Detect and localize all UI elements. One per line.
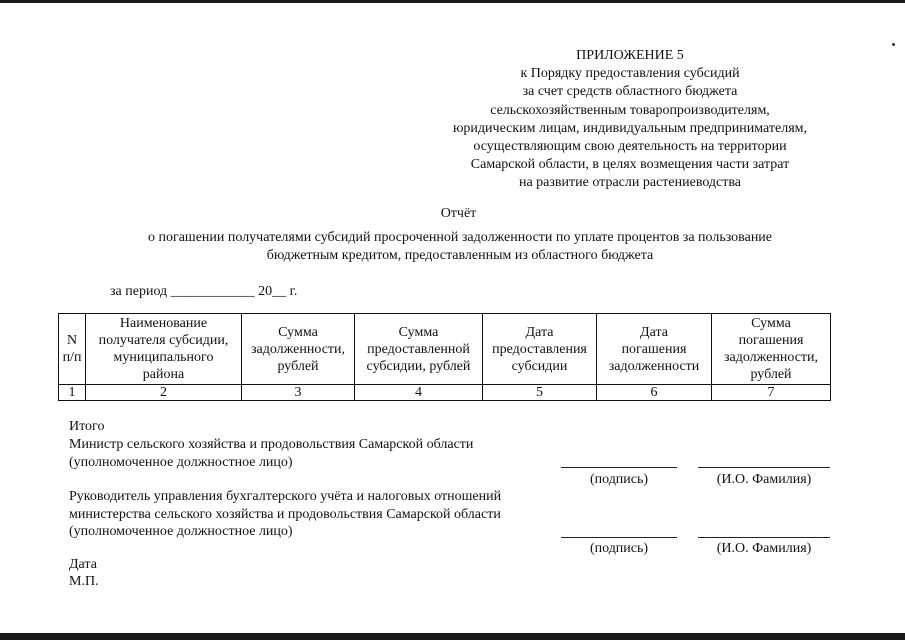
appendix-title: ПРИЛОЖЕНИЕ 5 — [576, 48, 684, 63]
name-caption: (И.О. Фамилия) — [716, 541, 812, 556]
table-header-cell: Сумма задолженности, рублей — [242, 314, 355, 385]
table-header-row — [59, 314, 831, 385]
report-subtitle-line: о погашении получателями субсидий просроченной задолженности по уплате процентов за пользование — [147, 230, 773, 245]
minister-title: Министр сельского хозяйства и продовольствия Самарской области — [69, 437, 474, 452]
head-title-line: Руководитель управления бухгалтерского учёта и налоговых отношений — [69, 489, 502, 504]
signature-caption: (подпись) — [589, 472, 649, 487]
table-header-cell: Сумма погашения задолженности, рублей — [712, 314, 831, 385]
report-table — [58, 313, 831, 401]
report-subtitle-line: бюджетным кредитом, предоставленным из областного бюджета — [266, 248, 654, 263]
appendix-line: юридическим лицам, индивидуальным предпринимателям, — [452, 120, 808, 136]
table-number-cell: 2 — [86, 385, 242, 401]
scan-bottom-edge — [0, 633, 905, 640]
name-line — [698, 537, 830, 538]
table-number-row — [59, 385, 831, 401]
date-label: Дата — [69, 557, 97, 572]
head-block — [69, 488, 501, 541]
table-header-cell: Дата предоставления субсидии — [483, 314, 597, 385]
appendix-line: на развитие отрасли растениеводства — [518, 175, 742, 191]
table-number-cell: 3 — [242, 385, 355, 401]
signature-caption: (подпись) — [589, 541, 649, 556]
period-blank: ____________ — [170, 284, 255, 299]
table-number-cell: 4 — [355, 385, 483, 401]
table-number-cell: 6 — [597, 385, 712, 401]
total-label: Итого — [69, 419, 105, 434]
report-title: Отчёт — [440, 206, 477, 221]
appendix-line: сельскохозяйственным товаропроизводителям, — [490, 102, 770, 118]
stamp-label: М.П. — [69, 574, 99, 589]
table-number-cell: 5 — [483, 385, 597, 401]
appendix-header — [420, 47, 840, 193]
table-header-cell: Сумма предоставленной субсидии, рублей — [355, 314, 483, 385]
table-number-cell: 1 — [59, 385, 86, 401]
report-subtitle — [60, 229, 860, 265]
scan-top-edge — [0, 0, 905, 3]
table-number-cell: 7 — [712, 385, 831, 401]
minister-note: (уполномоченное должностное лицо) — [69, 454, 293, 470]
appendix-line: Самарской области, в целях возмещения части затрат — [470, 157, 790, 173]
period-year: 20__ г. — [258, 284, 298, 299]
appendix-line: к Порядку предоставления субсидий — [520, 66, 740, 82]
minister-block — [69, 436, 473, 471]
period-label: за период — [110, 284, 168, 299]
head-title-line: министерства сельского хозяйства и продовольствия Самарской области — [69, 506, 501, 522]
signature-line — [561, 537, 677, 538]
period-line — [110, 283, 297, 301]
appendix-line: за счет средств областного бюджета — [522, 84, 738, 100]
appendix-line: осуществляющим свою деятельность на территории — [473, 139, 787, 155]
name-line — [698, 467, 830, 468]
signature-line — [561, 467, 677, 468]
name-caption: (И.О. Фамилия) — [716, 472, 812, 487]
table-header-cell: Дата погашения задолженности — [597, 314, 712, 385]
scan-speck — [892, 43, 895, 46]
table-header-cell: N п/п — [59, 314, 86, 385]
head-note: (уполномоченное должностное лицо) — [69, 524, 293, 539]
table-header-cell: Наименование получателя субсидии, муниципального района — [86, 314, 242, 385]
